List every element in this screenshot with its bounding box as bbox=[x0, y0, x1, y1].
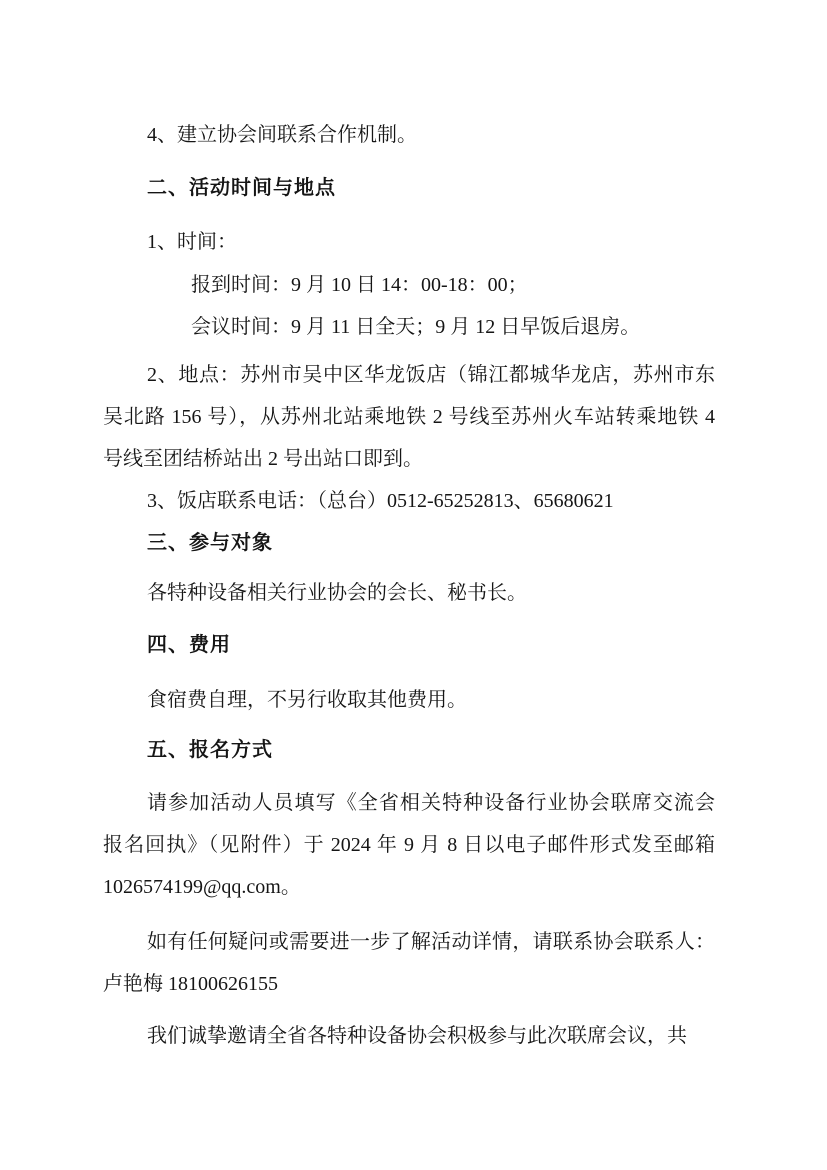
line-registration-part1: 请参加活动人员填写《全省相关特种设备行业协会联席交流会 bbox=[147, 792, 715, 814]
line-time-label: 1、时间： bbox=[147, 231, 237, 253]
section-heading-participants: 三、参与对象 bbox=[147, 532, 273, 554]
line-contact-part1: 如有任何疑问或需要进一步了解活动详情，请联系协会联系人： bbox=[147, 931, 715, 953]
line-location-part1: 2、地点：苏州市吴中区华龙饭店（锦江都城华龙店，苏州市东 bbox=[147, 364, 715, 386]
section-heading-time-location: 二、活动时间与地点 bbox=[147, 177, 336, 199]
line-invitation: 我们诚挚邀请全省各特种设备协会积极参与此次联席会议，共 bbox=[147, 1025, 687, 1047]
document-content bbox=[103, 114, 715, 1057]
line-hotel-phone: 3、饭店联系电话：（总台）0512-65252813、65680621 bbox=[147, 490, 614, 512]
line-registration-email: 1026574199@qq.com。 bbox=[103, 876, 301, 898]
line-checkin-time: 报到时间：9 月 10 日 14：00-18：00； bbox=[191, 274, 528, 296]
section-heading-registration: 五、报名方式 bbox=[147, 739, 273, 761]
line-location-part3: 号线至团结桥站出 2 号出站口即到。 bbox=[103, 448, 423, 470]
list-item-cooperation-mechanism: 4、建立协会间联系合作机制。 bbox=[147, 124, 417, 146]
line-participants: 各特种设备相关行业协会的会长、秘书长。 bbox=[147, 582, 527, 604]
line-meeting-time: 会议时间：9 月 11 日全天；9 月 12 日早饭后退房。 bbox=[191, 316, 641, 338]
line-contact-name-phone: 卢艳梅 18100626155 bbox=[103, 973, 278, 995]
line-fees: 食宿费自理，不另行收取其他费用。 bbox=[147, 689, 467, 711]
line-location-part2: 吴北路 156 号），从苏州北站乘地铁 2 号线至苏州火车站转乘地铁 4 bbox=[103, 406, 715, 428]
section-heading-fees: 四、费用 bbox=[147, 634, 231, 656]
line-registration-part2: 报名回执》（见附件）于 2024 年 9 月 8 日以电子邮件形式发至邮箱 bbox=[103, 834, 715, 856]
